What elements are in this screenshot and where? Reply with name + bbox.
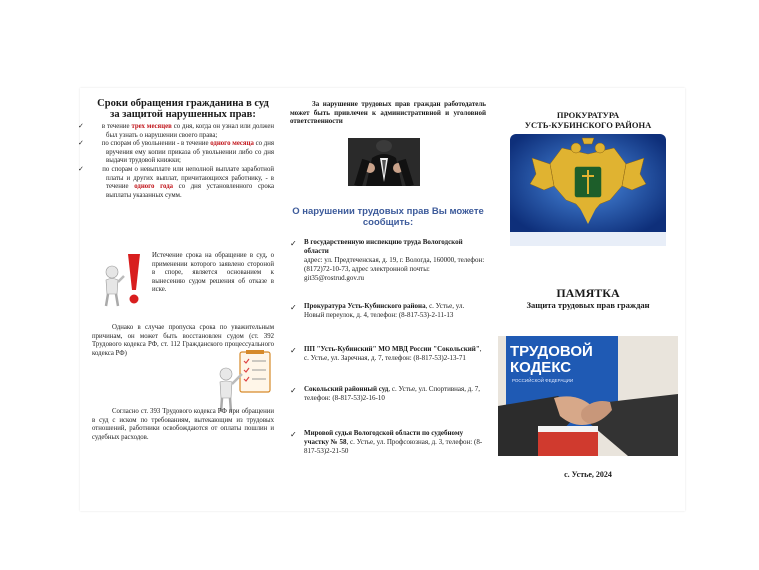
exemption-paragraph: Согласно ст. 393 Трудового кодекса РФ при обращении в суд с иском по требованиям, вытекающим из трудовых отношений, работники освобождаются от оплаты пошлин и судебных расходов. — [92, 408, 274, 441]
checkmark-icon: ✓ — [290, 386, 297, 395]
labor-code-cover — [498, 336, 678, 456]
book-subtitle: РОССИЙСКОЙ ФЕДЕРАЦИИ — [512, 378, 574, 383]
column-middle — [290, 88, 486, 511]
checkmark-icon: ✓ — [290, 430, 297, 439]
organization-title: ПРОКУРАТУРА УСТЬ-КУБИНСКОГО РАЙОНА — [524, 110, 652, 130]
employer-photo — [348, 138, 420, 186]
deadlines-title: Сроки обращения гражданина в суд за защитой нарушенных прав: — [97, 98, 269, 120]
deadline-item-2: ✓ по спорам об увольнении - в течение одного месяца со дня вручения ему копии приказа об увольнении либо со дня выдачи трудовой книжки; — [78, 140, 274, 165]
memo-subtitle: Защита трудовых прав граждан — [526, 300, 650, 310]
memo-title: ПАМЯТКА — [556, 286, 620, 300]
column-left — [78, 88, 274, 511]
checkmark-icon: ✓ — [290, 303, 297, 312]
checkmark-icon: ✓ — [78, 165, 84, 173]
liability-paragraph: За нарушение трудовых прав граждан работодатель может быть привлечен к административной и уголовной ответственности — [290, 100, 486, 126]
deadline-item-1: ✓ в течение трех месяцев со дня, когда он узнал или должен был узнать о нарушении своего права; — [78, 123, 274, 139]
org-item-magistrate: ✓ Мировой судья Вологодской области по судебному участку № 58, с. Устье, ул. Профсоюзная, д. 3, телефон: (8-817-53)2-21-50 — [290, 429, 483, 455]
report-header: О нарушении трудовых прав Вы можете сообщить: — [292, 206, 484, 228]
expiry-paragraph: Истечение срока на обращение в суд, о применении которого заявлено стороной в споре, является основанием к вынесению судом решения об отказе в иске. — [152, 252, 274, 294]
footer-place-year: с. Устье, 2024 — [564, 470, 612, 479]
checkmark-icon: ✓ — [78, 123, 84, 130]
prosecutor-emblem — [510, 134, 666, 246]
org-item-district-court: ✓ Сокольский районный суд, с. Устье, ул. Спортивная, д. 7, телефон: (8-817-53)2-16-10 — [290, 385, 481, 402]
checklist-figure-icon — [210, 350, 272, 414]
checkmark-icon: ✓ — [290, 346, 297, 355]
org-item-prosecutor: ✓ Прокуратура Усть-Кубинского района, с. Устье, ул. Новый переулок, д. 4, телефон: (8-817-53)-2-11-13 — [290, 302, 465, 319]
exclamation-figure-icon — [96, 250, 148, 308]
org-item-police: ✓ ПП "Усть-Кубинский" МО МВД России "Сокольский", с. Устье, ул. Заречная, д. 7, телефон: (8-817-53)2-13-71 — [290, 345, 482, 362]
org-item-labor-inspection: ✓ В государственную инспекцию труда Вологодской области адрес: ул. Предтеченская, д. 19, г. Вологда, 160000, телефон: (8172)72-10-73, адрес электронной почты: git35@rostrud.gov.ru — [290, 238, 485, 282]
column-right — [498, 88, 678, 511]
brochure-sheet — [80, 88, 685, 511]
deadline-item-3: ✓ по спорам о невыплате или неполной выплате заработной платы и других выплат, причитающихся работнику, - в течение одного года со дня установленного срока выплаты указанных сумм. — [78, 165, 274, 199]
book-title: ТРУДОВОЙ КОДЕКС — [510, 343, 593, 376]
restore-paragraph: Однако в случае пропуска срока по уважительным причинам, он может быть восстановлен судом (ст. 392 Трудового кодекса РФ, ст. 112 Гражданского процессуального кодекса РФ) — [92, 324, 274, 357]
checkmark-icon: ✓ — [290, 239, 297, 248]
checkmark-icon: ✓ — [78, 140, 84, 148]
